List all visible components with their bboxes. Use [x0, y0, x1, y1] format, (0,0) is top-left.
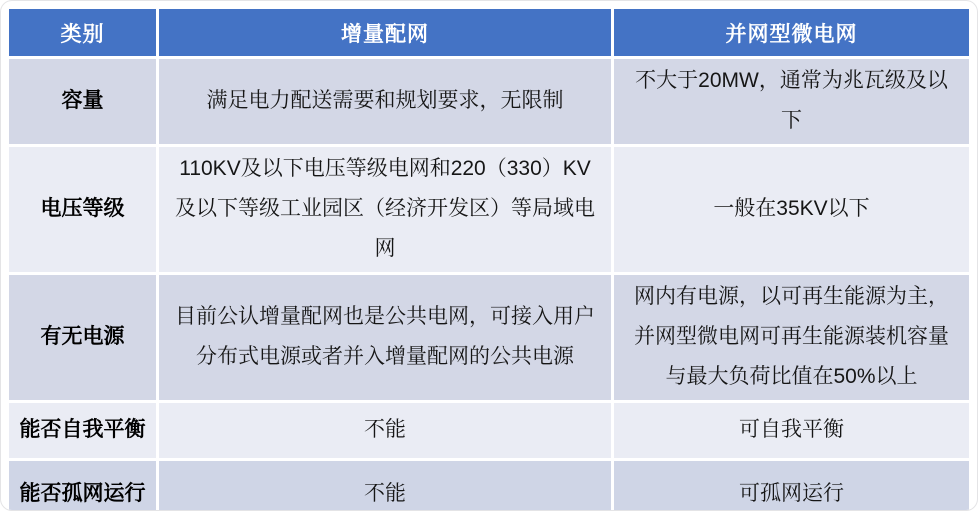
cell-voltage-microgrid: 一般在35KV以下 [614, 147, 969, 272]
cell-balance-microgrid: 可自我平衡 [614, 403, 969, 458]
cell-source-incremental: 目前公认增量配网也是公共电网，可接入用户分布式电源或者并入增量配网的公共电源 [159, 275, 611, 400]
cell-balance-incremental: 不能 [159, 403, 611, 458]
cell-island-incremental: 不能 [159, 461, 611, 511]
table-row-self-balance [9, 403, 969, 458]
row-label-voltage-level: 电压等级 [9, 147, 156, 272]
table-row-power-source [9, 275, 969, 400]
table-row-capacity [9, 59, 969, 144]
cell-island-microgrid: 可孤网运行 [614, 461, 969, 511]
header-cell-category: 类别 [9, 9, 156, 56]
header-row [9, 9, 969, 56]
row-label-island-operation: 能否孤网运行 [9, 461, 156, 511]
header-cell-incremental-network: 增量配网 [159, 9, 611, 56]
table-row-island-operation [9, 461, 969, 511]
cell-capacity-incremental: 满足电力配送需要和规划要求，无限制 [159, 59, 611, 144]
row-label-power-source: 有无电源 [9, 275, 156, 400]
table-row-voltage-level [9, 147, 969, 272]
row-label-capacity: 容量 [9, 59, 156, 144]
cell-capacity-microgrid: 不大于20MW，通常为兆瓦级及以下 [614, 59, 969, 144]
header-cell-grid-connected-microgrid: 并网型微电网 [614, 9, 969, 56]
comparison-table [6, 6, 972, 511]
row-label-self-balance: 能否自我平衡 [9, 403, 156, 458]
cell-voltage-incremental: 110KV及以下电压等级电网和220（330）KV及以下等级工业园区（经济开发区）等局域电网 [159, 147, 611, 272]
cell-source-microgrid: 网内有电源，以可再生能源为主，并网型微电网可再生能源装机容量与最大负荷比值在50%以上 [614, 275, 969, 400]
